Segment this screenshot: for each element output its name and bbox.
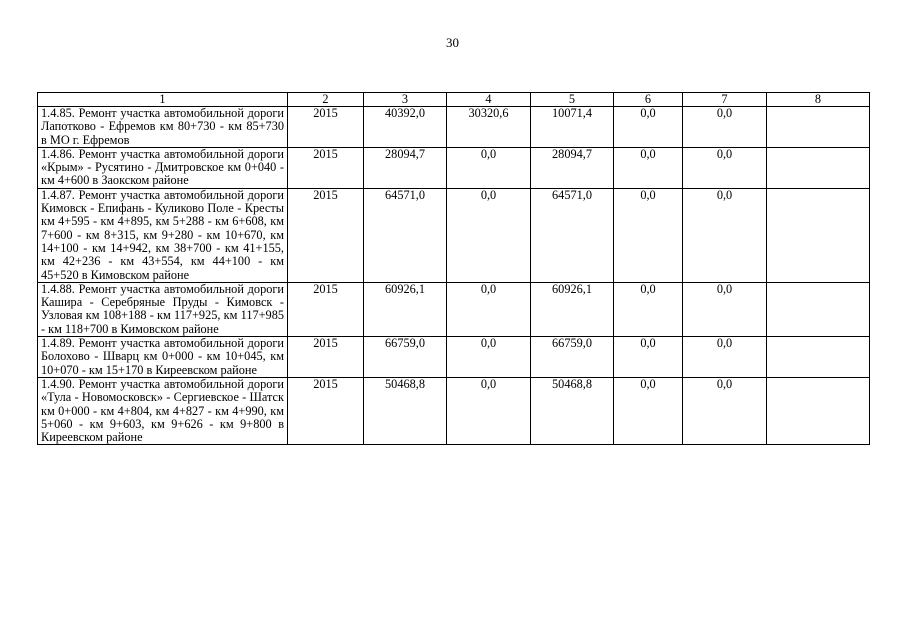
- table-row: [38, 337, 870, 378]
- value-cell: 0,0: [683, 147, 767, 188]
- table-row: [38, 377, 870, 444]
- value-cell: 0,0: [683, 188, 767, 282]
- year-cell: 2015: [288, 337, 364, 378]
- value-cell: [767, 188, 870, 282]
- page-number: 30: [446, 35, 459, 50]
- value-cell: 10071,4: [531, 107, 614, 148]
- value-cell: 0,0: [614, 188, 683, 282]
- value-cell: 0,0: [614, 282, 683, 336]
- column-header: 1: [38, 93, 288, 107]
- year-cell: 2015: [288, 188, 364, 282]
- value-cell: [767, 337, 870, 378]
- table-header-row: [38, 93, 870, 107]
- value-cell: 0,0: [447, 337, 531, 378]
- value-cell: 0,0: [447, 147, 531, 188]
- value-cell: 0,0: [614, 147, 683, 188]
- table-row: [38, 107, 870, 148]
- column-header: 2: [288, 93, 364, 107]
- value-cell: 28094,7: [531, 147, 614, 188]
- year-cell: 2015: [288, 107, 364, 148]
- value-cell: 0,0: [683, 337, 767, 378]
- column-header: 3: [364, 93, 447, 107]
- value-cell: 0,0: [447, 377, 531, 444]
- value-cell: [767, 282, 870, 336]
- value-cell: 66759,0: [531, 337, 614, 378]
- value-cell: 64571,0: [531, 188, 614, 282]
- value-cell: 0,0: [447, 282, 531, 336]
- column-header: 6: [614, 93, 683, 107]
- value-cell: 66759,0: [364, 337, 447, 378]
- value-cell: 0,0: [683, 107, 767, 148]
- row-name-cell: 1.4.86. Ремонт участка автомобильной дороги «Крым» - Русятино - Дмитровское км 0+040 - км 4+600 в Заокском районе: [38, 147, 288, 188]
- table-row: [38, 188, 870, 282]
- row-name-cell: 1.4.88. Ремонт участка автомобильной дороги Кашира - Серебряные Пруды - Кимовск - Узловая км 108+188 - км 117+925, км 117+985 - км 118+700 в Кимовском районе: [38, 282, 288, 336]
- year-cell: 2015: [288, 147, 364, 188]
- year-cell: 2015: [288, 377, 364, 444]
- value-cell: 60926,1: [531, 282, 614, 336]
- row-name-cell: 1.4.85. Ремонт участка автомобильной дороги Лапотково - Ефремов км 80+730 - км 85+730 в МО г. Ефремов: [38, 107, 288, 148]
- value-cell: [767, 147, 870, 188]
- value-cell: 0,0: [614, 377, 683, 444]
- column-header: 4: [447, 93, 531, 107]
- value-cell: [767, 377, 870, 444]
- value-cell: 64571,0: [364, 188, 447, 282]
- value-cell: [767, 107, 870, 148]
- value-cell: 0,0: [614, 337, 683, 378]
- year-cell: 2015: [288, 282, 364, 336]
- row-name-cell: 1.4.87. Ремонт участка автомобильной дороги Кимовск - Епифань - Куликово Поле - Кресты км 4+595 - км 4+895, км 5+288 - км 6+608, км 7+600 - км 8+315, км 9+280 - км 10+670, км 14+100 - км 14+942, км 38+700 - км 41+155, км 42+236 - км 43+554, км 44+100 - км 45+520 в Кимовском районе: [38, 188, 288, 282]
- value-cell: 30320,6: [447, 107, 531, 148]
- table-row: [38, 282, 870, 336]
- value-cell: 0,0: [614, 107, 683, 148]
- row-name-cell: 1.4.90. Ремонт участка автомобильной дороги «Тула - Новомосковск» - Сергиевское - Шатск км 0+000 - км 4+804, км 4+827 - км 4+990, км 5+060 - км 9+603, км 9+626 - км 9+800 в Киреевском районе: [38, 377, 288, 444]
- value-cell: 60926,1: [364, 282, 447, 336]
- value-cell: 50468,8: [531, 377, 614, 444]
- data-table: [37, 92, 870, 445]
- column-header: 8: [767, 93, 870, 107]
- column-header: 7: [683, 93, 767, 107]
- row-name-cell: 1.4.89. Ремонт участка автомобильной дороги Болохово - Шварц км 0+000 - км 10+045, км 10+070 - км 15+170 в Киреевском районе: [38, 337, 288, 378]
- value-cell: 0,0: [447, 188, 531, 282]
- value-cell: 40392,0: [364, 107, 447, 148]
- value-cell: 28094,7: [364, 147, 447, 188]
- value-cell: 0,0: [683, 377, 767, 444]
- value-cell: 0,0: [683, 282, 767, 336]
- table-row: [38, 147, 870, 188]
- value-cell: 50468,8: [364, 377, 447, 444]
- column-header: 5: [531, 93, 614, 107]
